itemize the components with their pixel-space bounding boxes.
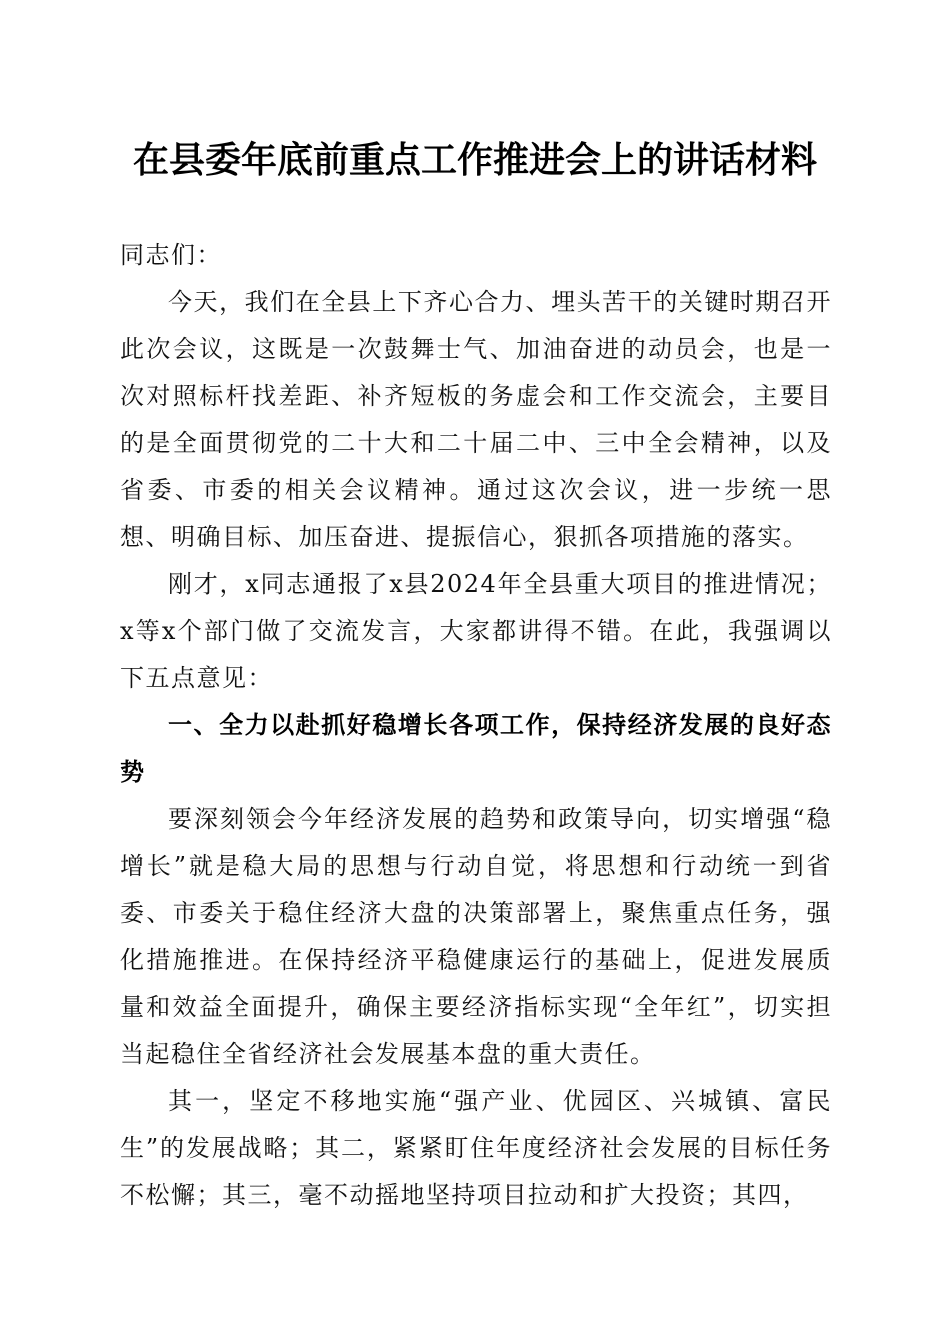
paragraph-intro-points: 刚才，x同志通报了x县2024年全县重大项目的推进情况；x等x个部门做了交流发言，大家都讲得不错。在此，我强调以下五点意见：	[120, 570, 832, 692]
document-title: 在县委年底前重点工作推进会上的讲话材料	[132, 139, 817, 181]
paragraph-opening: 今天，我们在全县上下齐心合力、埋头苦干的关键时期召开此次会议，这既是一次鼓舞士气、加油奋进的动员会，也是一次对照标杆找差距、补齐短板的务虚会和工作交流会，主要目的是全面贯彻党的二十大和二十届二中、三中全会精神，以及省委、市委的相关会议精神。通过这次会议，进一步统一思想、明确目标、加压奋进、提振信心，狠抓各项措施的落实。	[120, 288, 832, 551]
document-body	[120, 232, 832, 1219]
section-1-paragraph-2: 其一，坚定不移地实施“强产业、优园区、兴城镇、富民生”的发展战略；其二，紧紧盯住年度经济社会发展的目标任务不松懈；其三，毫不动摇地坚持项目拉动和扩大投资；其四，	[120, 1087, 832, 1209]
section-heading-1: 一、全力以赴抓好稳增长各项工作，保持经济发展的良好态势	[120, 711, 832, 786]
section-1-paragraph-1: 要深刻领会今年经济发展的趋势和政策导向，切实增强“稳增长”就是稳大局的思想与行动自觉，将思想和行动统一到省委、市委关于稳住经济大盘的决策部署上，聚焦重点任务，强化措施推进。在保持经济平稳健康运行的基础上，促进发展质量和效益全面提升，确保主要经济指标实现“全年红”，切实担当起稳住全省经济社会发展基本盘的重大责任。	[120, 805, 832, 1068]
salutation: 同志们：	[120, 241, 222, 269]
